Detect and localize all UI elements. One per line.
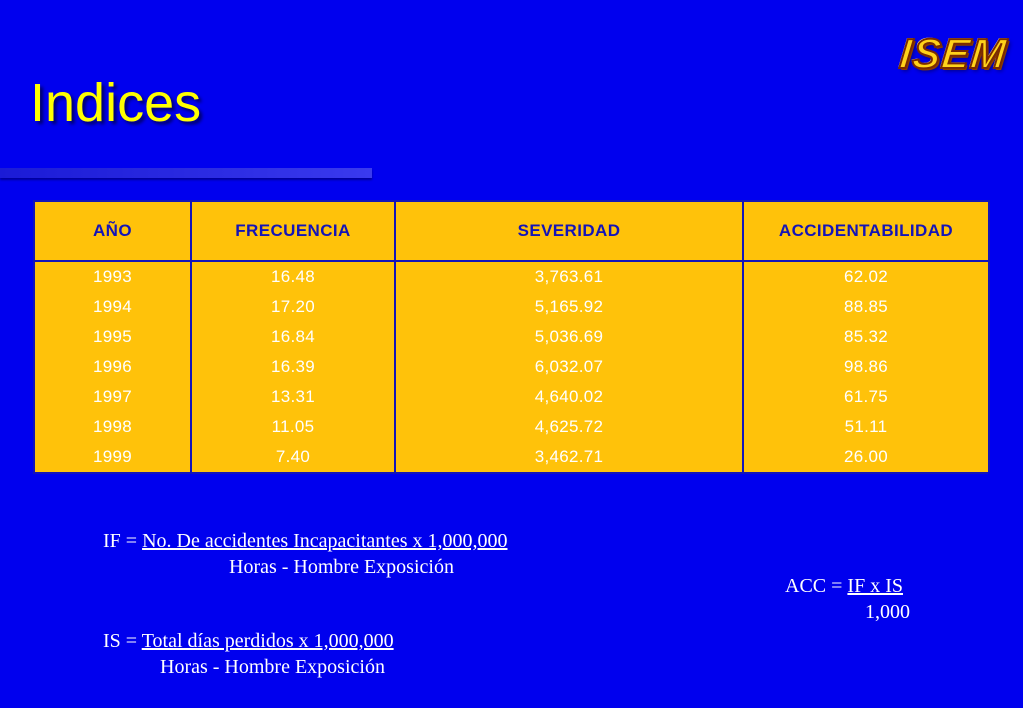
cell-frecuencia: 16.48 (270, 267, 316, 286)
cell-accidentabilidad: 85.32 (843, 327, 889, 346)
cell-severidad: 6,032.07 (534, 357, 604, 376)
indices-table-wrapper (33, 200, 988, 474)
cell-anio: 1999 (92, 447, 133, 466)
cell-anio: 1993 (92, 267, 133, 286)
table-header-row (34, 201, 989, 261)
formula-indice-severidad (103, 628, 394, 680)
cell-severidad: 3,763.61 (534, 267, 604, 286)
cell-frecuencia: 17.20 (270, 297, 316, 316)
cell-severidad: 4,640.02 (534, 387, 604, 406)
cell-severidad: 5,165.92 (534, 297, 604, 316)
indices-table (33, 200, 990, 472)
column-header-accidentabilidad: ACCIDENTABILIDAD (743, 201, 989, 261)
cell-anio: 1998 (92, 417, 133, 436)
cell-accidentabilidad: 51.11 (844, 417, 888, 436)
column-cells-severidad (395, 261, 743, 472)
cell-accidentabilidad: 26.00 (843, 447, 889, 466)
column-header-anio: AÑO (34, 201, 191, 261)
isem-logo: ISEM (897, 30, 1010, 77)
cell-frecuencia: 16.39 (270, 357, 316, 376)
cell-accidentabilidad: 61.75 (843, 387, 889, 406)
column-header-frecuencia: FRECUENCIA (191, 201, 395, 261)
formula-acc-denominator: 1,000 (865, 601, 910, 623)
table-bottom-border (33, 472, 988, 474)
cell-frecuencia: 13.31 (270, 387, 316, 406)
cell-frecuencia: 11.05 (271, 417, 315, 436)
formula-indice-frecuencia (103, 528, 507, 580)
column-cells-anio (34, 261, 191, 472)
formula-acc-label: ACC = (785, 575, 848, 597)
formula-acc-numerator: IF x IS (847, 575, 903, 597)
column-header-severidad: SEVERIDAD (395, 201, 743, 261)
formula-if-numerator: No. De accidentes Incapacitantes x 1,000,000 (142, 530, 508, 552)
formula-is-numerator: Total días perdidos x 1,000,000 (141, 630, 394, 652)
title-divider (0, 168, 372, 178)
page-title: Indices (30, 73, 202, 133)
formula-if-denominator: Horas - Hombre Exposición (229, 556, 454, 578)
table-body-row (34, 261, 989, 472)
formula-if-label: IF = (103, 530, 143, 552)
cell-accidentabilidad: 98.86 (843, 357, 889, 376)
cell-frecuencia: 16.84 (270, 327, 316, 346)
cell-accidentabilidad: 88.85 (843, 297, 889, 316)
formula-is-label: IS = (103, 630, 142, 652)
cell-anio: 1996 (92, 357, 133, 376)
formula-is-denominator: Horas - Hombre Exposición (160, 656, 385, 678)
cell-severidad: 4,625.72 (534, 417, 604, 436)
cell-anio: 1997 (92, 387, 133, 406)
column-cells-frecuencia (191, 261, 395, 472)
formula-accidentabilidad (785, 573, 910, 625)
cell-anio: 1994 (92, 297, 133, 316)
cell-severidad: 5,036.69 (534, 327, 604, 346)
cell-severidad: 3,462.71 (534, 447, 604, 466)
cell-anio: 1995 (92, 327, 133, 346)
cell-accidentabilidad: 62.02 (843, 267, 889, 286)
cell-frecuencia: 7.40 (275, 447, 311, 466)
column-cells-accidentabilidad (743, 261, 989, 472)
